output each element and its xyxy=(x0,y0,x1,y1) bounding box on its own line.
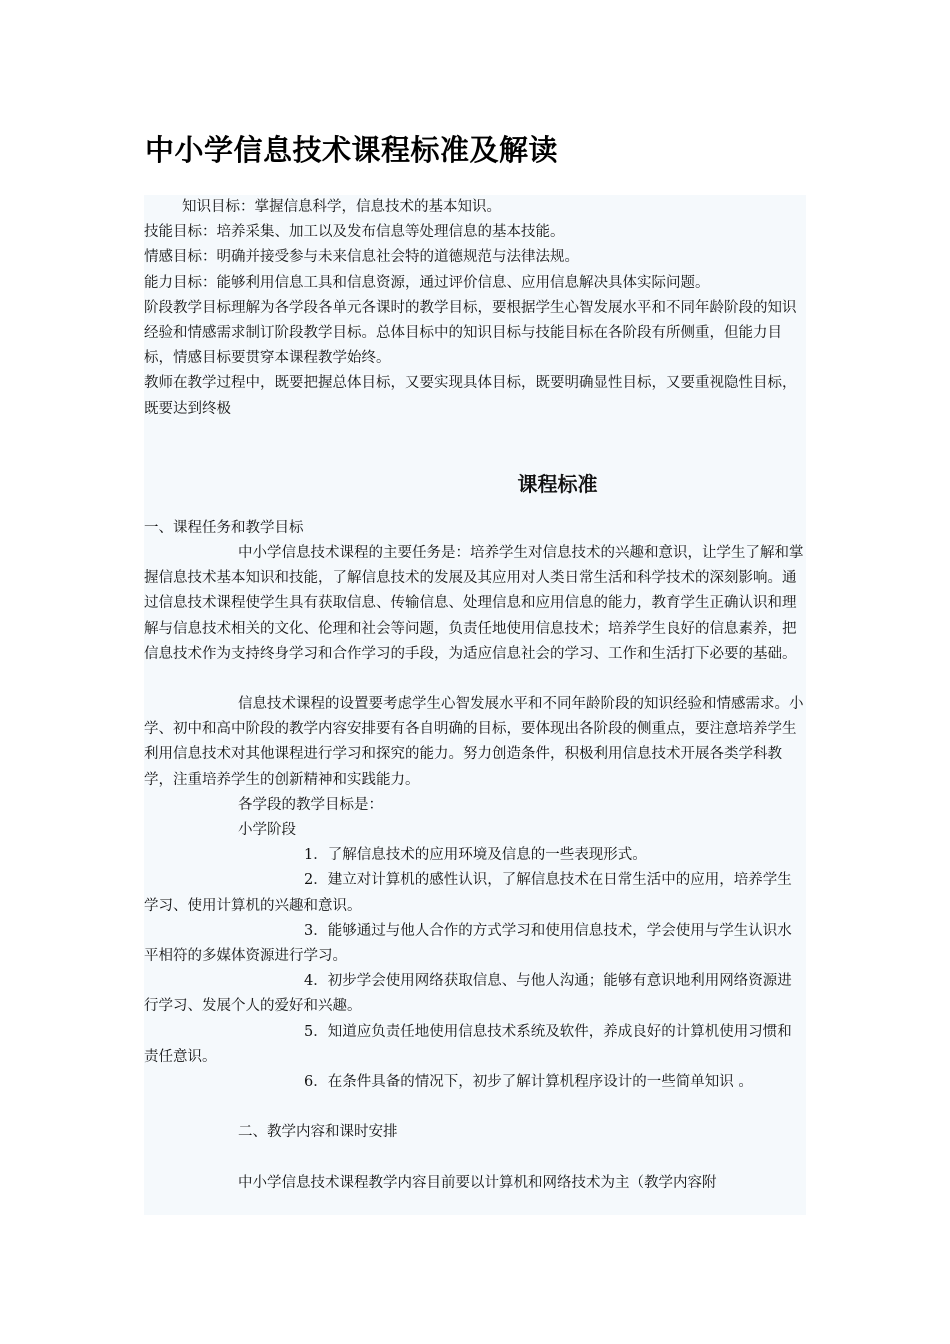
primary-goal-item: 6．在条件具备的情况下，初步了解计算机程序设计的一些简单知识 。 xyxy=(304,1074,753,1091)
section-heading: 课程标准 xyxy=(517,471,598,496)
content-paragraph: 中小学信息技术课程教学内容目前要以计算机和网络技术为主（教学内容附 xyxy=(238,1174,717,1191)
teacher-paragraph: 教师在教学过程中，既要把握总体目标，又要实现具体目标，既要明确显性目标，又要重视隐性目标，既要达到终极 xyxy=(144,375,797,417)
task-paragraph: 中小学信息技术课程的主要任务是：培养学生对信息技术的兴趣和意识，让学生了解和掌握信息技术基本知识和技能，了解信息技术的发展及其应用对人类日常生活和科学技术的深刻影响。通过信息技术课程使学生具有获取信息、传输信息、处理信息和应用信息的能力，教育学生正确认识和理解与信息技术相关的文化、伦理和社会等问题，负责任地使用信息技术；培养学生良好的信息素养，把信息技术作为支持终身学习和合作学习的手段，为适应信息社会的学习、工作和生活打下必要的基础。 xyxy=(144,545,804,662)
objective-ability: 能力目标：能够利用信息工具和信息资源，通过评价信息、应用信息解决具体实际问题。 xyxy=(144,274,710,291)
primary-goal-item: 3．能够通过与他人合作的方式学习和使用信息技术，学会使用与学生认识水平相符的多媒体资源进行学习。 xyxy=(144,922,792,965)
document-title: 中小学信息技术课程标准及解读 xyxy=(145,133,559,167)
objective-skill: 技能目标：培养采集、加工以及发布信息等处理信息的基本技能。 xyxy=(144,224,565,241)
setting-paragraph: 信息技术课程的设置要考虑学生心智发展水平和不同年龄阶段的知识经验和情感需求。小学、初中和高中阶段的教学内容安排要有各自明确的目标，要体现出各阶段的侧重点，要注意培养学生利用信息技术对其他课程进行学习和探究的能力。努力创造条件，积极利用信息技术开展各类学科教学，注重培养学生的创新精神和实践能力。 xyxy=(144,696,804,788)
primary-goal-item: 2．建立对计算机的感性认识，了解信息技术在日常生活中的应用，培养学生学习、使用计算机的兴趣和意识。 xyxy=(144,872,792,914)
part-one-heading: 一、课程任务和教学目标 xyxy=(144,519,304,536)
stage-goal-paragraph: 阶段教学目标理解为各学段各单元各课时的教学目标，要根据学生心智发展水平和不同年龄阶段的知识经验和情感需求制订阶段教学目标。总体目标中的知识目标与技能目标在各阶段有所侧重，但能力目标，情感目标要贯穿本课程教学始终。 xyxy=(144,299,797,367)
part-two-heading: 二、教学内容和课时安排 xyxy=(238,1124,398,1141)
objective-emotion: 情感目标：明确并接受参与未来信息社会特的道德规范与法律法规。 xyxy=(144,249,579,266)
objective-knowledge: 知识目标：掌握信息科学，信息技术的基本知识。 xyxy=(182,199,501,215)
document-body xyxy=(144,195,806,1215)
primary-goal-item: 5．知道应负责任地使用信息技术系统及软件，养成良好的计算机使用习惯和责任意识。 xyxy=(144,1023,792,1065)
primary-goal-item: 1．了解信息技术的应用环境及信息的一些表现形式。 xyxy=(304,847,647,864)
stage-goals-intro: 各学段的教学目标是： xyxy=(238,796,383,813)
primary-stage-label: 小学阶段 xyxy=(238,822,296,839)
primary-goal-item: 4．初步学会使用网络获取信息、与他人沟通；能够有意识地利用网络资源进行学习、发展个人的爱好和兴趣。 xyxy=(144,973,792,1015)
